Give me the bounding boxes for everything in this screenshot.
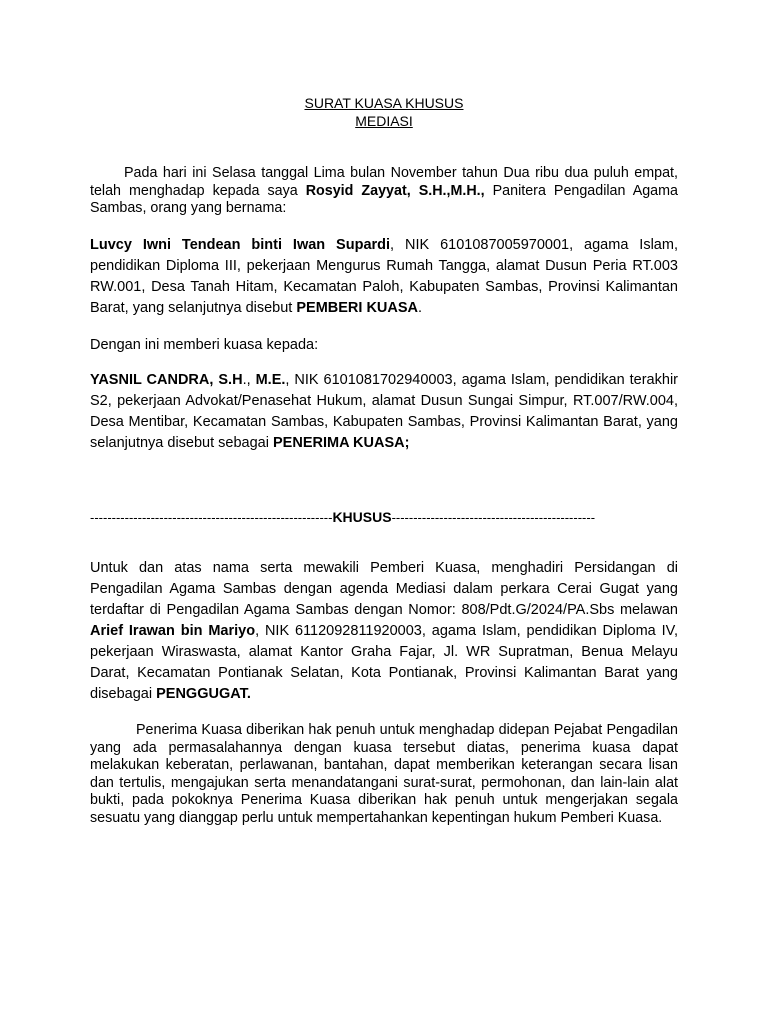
document-title <box>0 94 768 112</box>
penggugat-role: PENGGUGAT. <box>156 686 251 702</box>
opening-text-2: Panitera Pengadilan Agama Sambas, orang yang bernama: <box>90 182 678 216</box>
khusus-label: KHUSUS <box>332 509 392 525</box>
title-line-2: MEDIASI <box>355 113 413 129</box>
penerima-role: PENERIMA KUASA; <box>273 435 410 451</box>
mandate-paragraph <box>90 558 678 705</box>
title-line-1: SURAT KUASA KHUSUS <box>304 95 464 111</box>
document-subtitle <box>0 112 768 130</box>
penerima-name-b: M.E. <box>255 372 286 388</box>
pemberi-name: Luvcy Iwni Tendean binti Iwan Supardi <box>90 237 391 253</box>
mandate-text-2: , NIK 6112092811920003, agama Islam, pendidikan Diploma IV, pekerjaan Wiraswasta, alamat Kantor Graha Fajar, Jl. WR Supratman, Benua Melayu Darat, Kecamatan Pontianak Selatan, Kota Pontianak, Provinsi Kalimantan Barat yang disebagai <box>90 623 678 702</box>
mandate-text-1: Untuk dan atas nama serta mewakili Pemberi Kuasa, menghadiri Persidangan di Pengadilan Agama Sambas dengan agenda Mediasi dalam perkara Cerai Gugat yang terdaftar di Pengadilan Agama Sambas dengan Nomor: 808/Pdt.G/2024/PA.Sbs melawan <box>90 560 678 618</box>
khusus-left-dashes: -------------------------------------------------------- <box>90 510 333 525</box>
pemberi-kuasa-paragraph <box>90 235 678 319</box>
khusus-right-dashes: ----------------------------------------------- <box>391 510 596 525</box>
pemberi-role: PEMBERI KUASA <box>296 300 419 316</box>
opening-text-1: Pada hari ini Selasa tanggal Lima bulan November tahun Dua ribu dua puluh empat, telah menghadap kepada saya <box>90 165 678 199</box>
pemberi-details: , NIK 6101087005970001, agama Islam, pendidikan Diploma III, pekerjaan Mengurus Rumah Tangga, alamat Dusun Peria RT.003 RW.001, Desa Tanah Hitam, Kecamatan Paloh, Kabupaten Sambas, Provinsi Kalimantan Barat, yang selanjutnya disebut <box>90 237 678 316</box>
khusus-divider <box>90 508 678 527</box>
penerima-mid: ., <box>242 372 256 388</box>
penerima-name-a: YASNIL CANDRA, S.H <box>90 372 243 388</box>
penerima-kuasa-paragraph <box>90 370 678 454</box>
pemberi-end: . <box>418 300 423 316</box>
opponent-name: Arief Irawan bin Mariyo <box>90 623 256 639</box>
powers-paragraph <box>90 722 678 827</box>
intro-kuasa-text: Dengan ini memberi kuasa kepada: <box>90 337 319 353</box>
opening-paragraph <box>90 165 678 218</box>
intro-kuasa-paragraph <box>90 335 678 356</box>
powers-text: Penerima Kuasa diberikan hak penuh untuk menghadap didepan Pejabat Pengadilan yang ada permasalahannya dengan kuasa tersebut diatas, penerima kuasa dapat melakukan keberatan, perlawanan, bantahan, dapat memberikan keterangan secara lisan dan tertulis, mengajukan serta menandatangani surat-surat, permohonan, dan lain-lain alat bukti, pada pokoknya Penerima Kuasa diberikan hak penuh untuk mengerjakan segala sesuatu yang dianggap perlu untuk mempertahankan kepentingan hukum Pemberi Kuasa. <box>90 722 678 826</box>
official-name: Rosyid Zayyat, S.H.,M.H., <box>305 182 485 199</box>
penerima-details: , NIK 6101081702940003, agama Islam, pendidikan terakhir S2, pekerjaan Advokat/Penasehat Hukum, alamat Dusun Sungai Simpur, RT.007/RW.004, Desa Mentibar, Kecamatan Sambas, Kabupaten Sambas, Provinsi Kalimantan Barat, yang selanjutnya disebut sebagai <box>90 372 678 451</box>
